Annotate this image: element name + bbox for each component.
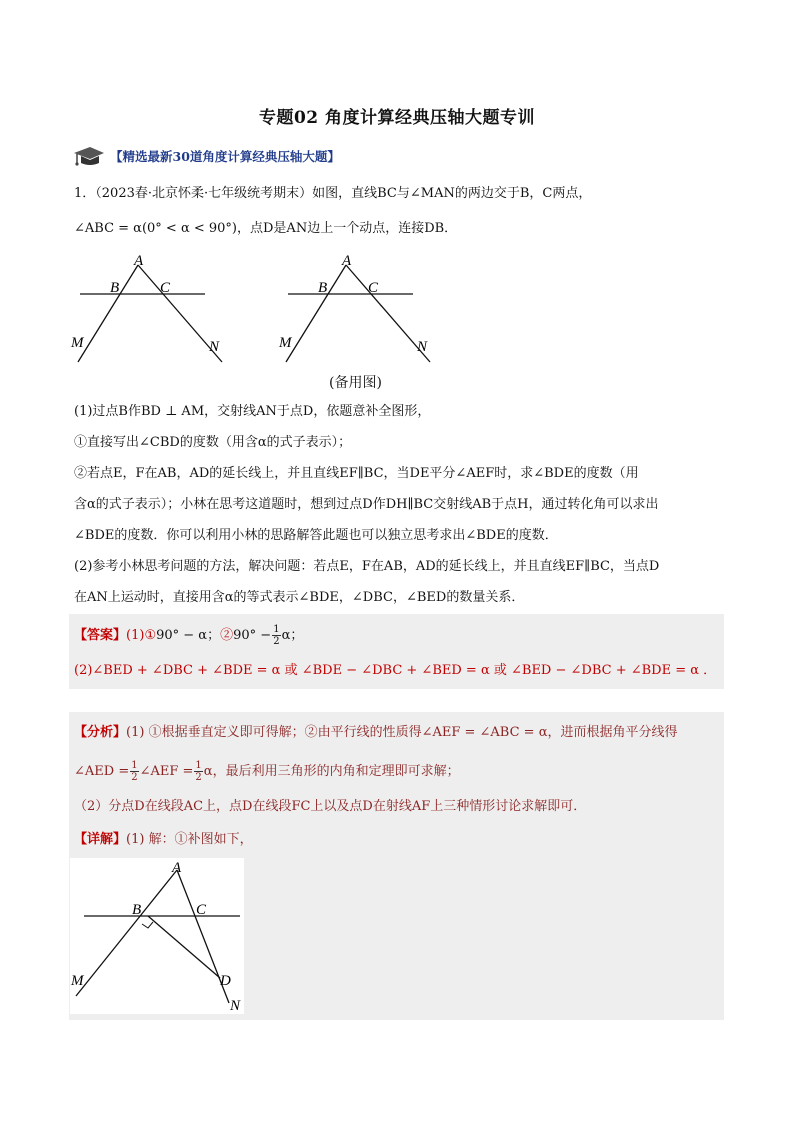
analysis-line-3: （2）分点D在线段AC上，点D在线段FC上以及点D在射线AF上三种情形讨论求解即可．: [74, 799, 587, 814]
detail-tag: 【详解】: [74, 832, 127, 847]
section-header: [72, 144, 340, 168]
right-angle-mark: [142, 922, 153, 928]
analysis-line-1: 【分析】(1) ①根据垂直定义即可得解；②由平行线的性质得∠AEF = ∠ABC = α，进而根据角平分线得: [74, 725, 678, 740]
part2-line2: 在AN上运动时，直接用含α的等式表示∠BDE，∠DBC，∠BED的数量关系．: [74, 590, 525, 605]
label-a: A: [342, 253, 352, 269]
ray-am: [76, 870, 177, 996]
problem-line-2: ∠ABC = α(0° < α < 90°)，点D是AN边上一个动点，连接DB．: [74, 221, 458, 236]
figure-main: [70, 252, 230, 364]
label-a: A: [134, 253, 144, 269]
label-a: A: [172, 860, 182, 876]
analysis-tag: 【分析】: [74, 725, 127, 740]
label-b: B: [318, 280, 328, 296]
ray-am: [78, 265, 138, 362]
part1-q1: ①直接写出∠CBD的度数（用含α的式子表示）；: [74, 435, 352, 450]
fraction: $\frac{1}{2}$: [195, 760, 202, 783]
figure-solution: [70, 858, 244, 1014]
part1-q2-line3: ∠BDE的度数．你可以利用小林的思路解答此题也可以独立思考求出∠BDE的度数．: [74, 528, 558, 543]
analysis-line-2: ∠AED = $\frac{1}{2}$ ∠AEF = $\frac{1}{2}$ α，最后利用三角形的内角和定理即可求解；: [74, 760, 460, 783]
answer-tag: 【答案】: [74, 628, 127, 643]
figure-caption: (备用图): [329, 375, 382, 391]
part1-intro: (1)过点B作BD ⊥ AM，交射线AN于点D，依题意补全图形，: [74, 404, 431, 419]
label-c: C: [160, 280, 171, 296]
label-m: M: [279, 335, 292, 351]
ray-am: [286, 265, 346, 362]
segment-bd: [148, 916, 220, 978]
label-m: M: [71, 973, 84, 989]
page-title: 专题02 角度计算经典压轴大题专训: [258, 108, 536, 128]
label-c: C: [196, 902, 207, 918]
label-n: N: [230, 998, 241, 1014]
section-header-label: 【精选最新30道角度计算经典压轴大题】: [110, 149, 340, 164]
problem-line-1: 1．（2023春·北京怀柔·七年级统考期末）如图，直线BC与∠MAN的两边交于B，C两点，: [74, 186, 592, 201]
answer-line-2: (2)∠BED + ∠DBC + ∠BDE = α 或 ∠BDE − ∠DBC + ∠BED = α 或 ∠BED − ∠DBC + ∠BDE = α ．: [74, 663, 717, 678]
figure-backup: [278, 252, 438, 364]
part1-q2-line2: 含α的式子表示）；小林在思考这道题时，想到过点D作DH∥BC交射线AB于点H，通过转化角可以求出: [74, 497, 659, 512]
part1-q2-line1: ②若点E，F在AB，AD的延长线上，并且直线EF∥BC，当DE平分∠AEF时，求∠BDE的度数（用: [74, 466, 639, 481]
answer-line-1: 【答案】(1)①90° − α；②90° − $\frac{1}{2}$ α；: [74, 624, 304, 647]
graduation-cap-icon: [72, 144, 106, 168]
part2-line1: (2)参考小林思考问题的方法，解决问题：若点E，F在AB，AD的延长线上，并且直线EF∥BC，当点D: [74, 559, 660, 574]
label-c: C: [368, 280, 379, 296]
label-b: B: [132, 902, 142, 918]
detail-line: 【详解】(1) 解：①补图如下，: [74, 832, 253, 847]
label-m: M: [71, 335, 84, 351]
label-d: D: [220, 973, 231, 989]
label-n: N: [417, 339, 428, 355]
fraction: $\frac{1}{2}$: [131, 760, 138, 783]
label-b: B: [110, 280, 120, 296]
fraction: $\frac{1}{2}$: [273, 624, 280, 647]
label-n: N: [209, 339, 220, 355]
